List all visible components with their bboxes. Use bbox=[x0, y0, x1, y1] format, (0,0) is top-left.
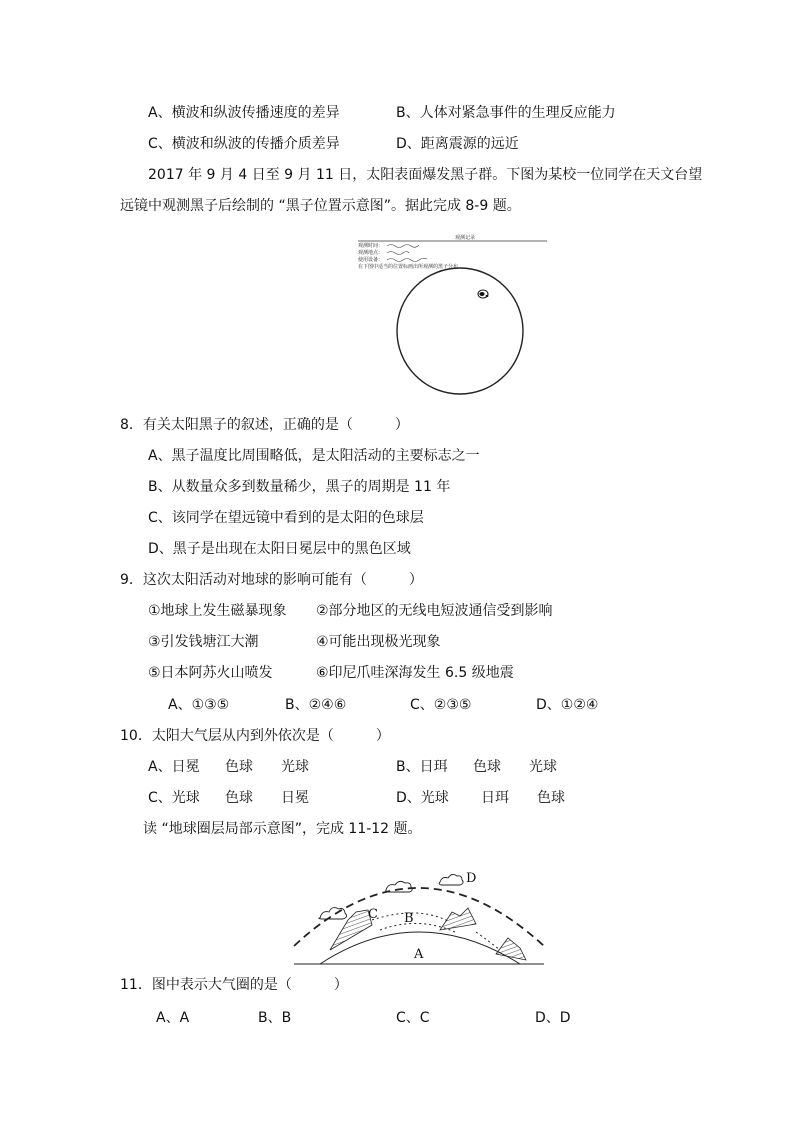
q7-option-d: D、距离震源的远近 bbox=[396, 136, 519, 152]
fig1-row-place: 观测地点： bbox=[358, 250, 384, 256]
intro-sunspot-line1: 2017 年 9 月 4 日至 9 月 11 日，太阳表面爆发黑子群。下图为某校一位同学在天文台望 bbox=[148, 167, 703, 183]
q10-option-c-2: 色球 bbox=[225, 790, 253, 806]
q7-option-a: A、横波和纵波传播速度的差异 bbox=[148, 105, 340, 121]
q10-option-d-1: D、光球 bbox=[396, 790, 449, 806]
q7-option-b: B、人体对紧急事件的生理反应能力 bbox=[396, 105, 616, 121]
q10-option-c-1: C、光球 bbox=[148, 790, 200, 806]
q9-item-3: ③引发钱塘江大潮 bbox=[148, 634, 259, 650]
q9-item-2: ②部分地区的无线电短波通信受到影响 bbox=[316, 603, 553, 619]
cloud-left bbox=[319, 908, 347, 919]
q11-option-c: C、C bbox=[396, 1010, 430, 1026]
intro-sunspot-line2: 远镜中观测黑子后绘制的 “黑子位置示意图”。据此完成 8-9 题。 bbox=[120, 198, 521, 214]
q11-option-a: A、A bbox=[156, 1010, 190, 1026]
q9-item-1: ①地球上发生磁暴现象 bbox=[148, 603, 287, 619]
q8-option-a: A、黑子温度比周围略低，是太阳活动的主要标志之一 bbox=[148, 448, 480, 464]
q10-option-b-2: 色球 bbox=[473, 759, 501, 775]
q10-option-b-1: B、日珥 bbox=[396, 759, 448, 775]
q9-option-d: D、①②④ bbox=[536, 697, 599, 713]
mountain-right bbox=[440, 908, 476, 930]
atmosphere-boundary bbox=[294, 888, 544, 946]
q9-item-5: ⑤日本阿苏火山喷发 bbox=[148, 665, 273, 681]
q8-option-b: B、从数量众多到数量稀少，黑子的周期是 11 年 bbox=[148, 479, 451, 495]
q11-option-d: D、D bbox=[535, 1010, 571, 1026]
label-a: A bbox=[414, 947, 424, 962]
q9-option-a: A、①③⑤ bbox=[168, 697, 230, 713]
q7-option-c: C、横波和纵波的传播介质差异 bbox=[148, 136, 340, 152]
q10-option-a-3: 光球 bbox=[281, 759, 309, 775]
fig1-row-time: 观测时间： bbox=[358, 243, 384, 249]
q8-option-d: D、黑子是出现在太阳日冕层中的黑色区域 bbox=[148, 541, 411, 557]
q8-stem: 8．有关太阳黑子的叙述，正确的是（ ） bbox=[120, 417, 409, 433]
earth-spheres-figure bbox=[290, 850, 548, 968]
sun-disk bbox=[397, 268, 523, 394]
q10-stem: 10．太阳大气层从内到外依次是（ ） bbox=[120, 728, 390, 744]
sunspot-group bbox=[478, 290, 488, 298]
q10-option-d-2: 日珥 bbox=[481, 790, 509, 806]
q10-option-a-1: A、日冕 bbox=[148, 759, 200, 775]
q11-option-b: B、B bbox=[258, 1010, 292, 1026]
q9-option-b: B、②④⑥ bbox=[285, 697, 347, 713]
sunspot-position-figure bbox=[355, 230, 550, 400]
cloud-right bbox=[439, 874, 463, 885]
q9-item-6: ⑥印尼爪哇深海发生 6.5 级地震 bbox=[316, 665, 514, 681]
q10-option-c-3: 日冕 bbox=[281, 790, 309, 806]
q10-option-a-2: 色球 bbox=[225, 759, 253, 775]
q9-stem: 9．这次太阳活动对地球的影响可能有（ ） bbox=[120, 572, 423, 588]
mountain-left bbox=[330, 910, 372, 950]
label-d: D bbox=[466, 871, 477, 886]
q9-option-c: C、②③⑤ bbox=[410, 697, 472, 713]
q10-option-b-3: 光球 bbox=[529, 759, 557, 775]
label-c: C bbox=[368, 907, 378, 922]
fig1-row-instruction: 在下图中适当的位置标画出所观测的黑子分布 bbox=[358, 264, 459, 270]
intro-earth-spheres: 读 “地球圈层局部示意图”，完成 11-12 题。 bbox=[143, 821, 422, 837]
label-b: B bbox=[404, 911, 414, 926]
q9-item-4: ④可能出现极光现象 bbox=[316, 634, 441, 650]
q8-option-c: C、该同学在望远镜中看到的是太阳的色球层 bbox=[148, 510, 424, 526]
q11-stem: 11．图中表示大气圈的是（ ） bbox=[120, 977, 348, 993]
fig1-header: 观测记录 bbox=[455, 235, 476, 241]
fig1-row-device: 使用设备： bbox=[358, 257, 384, 263]
q10-option-d-3: 色球 bbox=[537, 790, 565, 806]
